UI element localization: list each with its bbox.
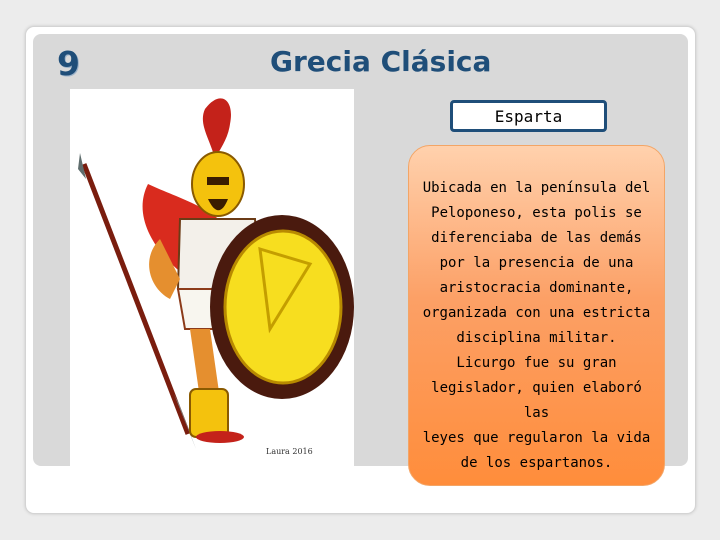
description-line: diferenciaba de las demás xyxy=(431,230,642,246)
description-line: de los espartanos. xyxy=(460,455,613,471)
description-line: por la presencia de una xyxy=(439,255,634,271)
description-line: aristocracia dominante, xyxy=(439,280,634,296)
slide-number: 9 xyxy=(57,44,81,83)
description-line: Ubicada en la península del xyxy=(422,180,651,196)
subtitle-text: Esparta xyxy=(494,106,563,126)
description-line: leyes que regularon la vida xyxy=(422,430,651,446)
greave xyxy=(190,389,228,437)
helmet-plume xyxy=(203,98,231,159)
description-line: Licurgo fue su gran xyxy=(456,355,617,371)
spartan-warrior-illustration xyxy=(70,89,354,467)
helmet-visor xyxy=(207,177,229,185)
subtitle-box xyxy=(450,100,607,132)
description-line: organizada con una estricta xyxy=(422,305,651,321)
slide-title: Grecia Clásica xyxy=(270,45,492,78)
description-box xyxy=(408,145,665,486)
artist-signature: Laura 2016 xyxy=(266,447,313,456)
sandal xyxy=(196,431,244,443)
description-line: Peloponeso, esta polis se xyxy=(431,205,642,221)
description-line: disciplina militar. xyxy=(456,330,617,346)
description-line: legislador, quien elaboró las xyxy=(431,380,642,421)
